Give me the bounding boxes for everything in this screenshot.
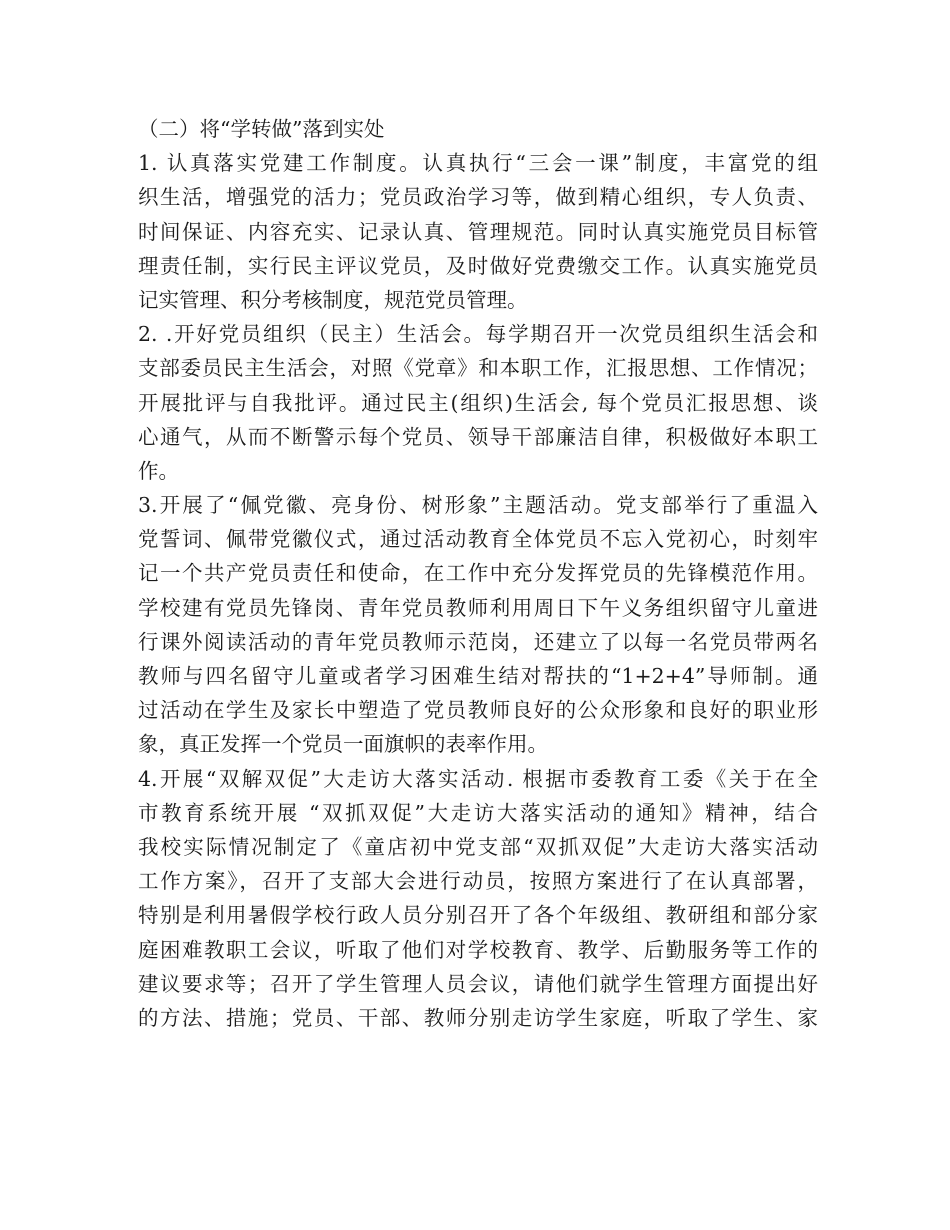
paragraph-line: 心通气，从而不断警示每个党员、领导干部廉洁自律，积极做好本职工 [138, 424, 818, 449]
paragraph-line: 行课外阅读活动的青年党员教师示范岗，还建立了以每一名党员带两名 [138, 629, 818, 654]
paragraph-line: 我校实际情况制定了《童店初中党支部“双抓双促”大走访大落实活动 [138, 834, 818, 859]
paragraph-line: 教师与四名留守儿童或者学习困难生结对帮扶的“1+2+4”导师制。通 [138, 664, 818, 688]
section-heading: （二）将“学转做”落到实处 [138, 117, 385, 141]
document-body [138, 112, 818, 1035]
paragraph-line: 市教育系统开展 “双抓双促”大走访大落实活动的通知》精神，结合 [138, 800, 818, 825]
paragraph-line: 4.开展“双解双促”大走访大落实活动. 根据市委教育工委《关于在全 [138, 766, 818, 791]
paragraph-line: 建议要求等；召开了学生管理人员会议，请他们就学生管理方面提出好 [138, 971, 818, 996]
paragraph-line: 2. .开好党员组织（民主）生活会。每学期召开一次党员组织生活会和 [138, 322, 818, 347]
paragraph-line: 作。 [138, 458, 179, 483]
paragraph-line: 3.开展了“佩党徽、亮身份、树形象”主题活动。党支部举行了重温入 [138, 493, 818, 518]
paragraph-line: 时间保证、内容充实、记录认真、管理规范。同时认真实施党员目标管 [138, 219, 818, 244]
paragraph-line: 记实管理、积分考核制度，规范党员管理。 [138, 287, 528, 312]
paragraph-line: 工作方案》，召开了支部大会进行动员，按照方案进行了在认真部署， [138, 869, 818, 894]
paragraph-line: 过活动在学生及家长中塑造了党员教师良好的公众形象和良好的职业形 [138, 698, 818, 723]
paragraph-line: 理责任制，实行民主评议党员，及时做好党费缴交工作。认真实施党员 [138, 253, 818, 278]
paragraph-line: 特别是利用暑假学校行政人员分别召开了各个年级组、教研组和部分家 [138, 903, 818, 928]
paragraph-line: 支部委员民主生活会，对照《党章》和本职工作，汇报思想、工作情况； [138, 356, 818, 381]
paragraph-line: 1. 认真落实党建工作制度。认真执行“三会一课”制度，丰富党的组 [138, 151, 818, 176]
paragraph-line: 庭困难教职工会议，听取了他们对学校教育、教学、后勤服务等工作的 [138, 937, 818, 962]
paragraph-line: 的方法、措施；党员、干部、教师分别走访学生家庭，听取了学生、家 [138, 1005, 818, 1030]
paragraph-line: 记一个共产党员责任和使命，在工作中充分发挥党员的先锋模范作用。 [138, 561, 818, 586]
paragraph-line: 党誓词、佩带党徽仪式，通过活动教育全体党员不忘入党初心，时刻牢 [138, 527, 818, 552]
paragraph-line: 开展批评与自我批评。通过民主(组织)生活会, 每个党员汇报思想、谈 [138, 390, 818, 415]
paragraph-line: 织生活，增强党的活力；党员政治学习等，做到精心组织，专人负责、 [138, 185, 818, 210]
paragraph-line: 象，真正发挥一个党员一面旗帜的表率作用。 [138, 732, 548, 757]
paragraph-line: 学校建有党员先锋岗、青年党员教师利用周日下午义务组织留守儿童进 [138, 595, 818, 620]
